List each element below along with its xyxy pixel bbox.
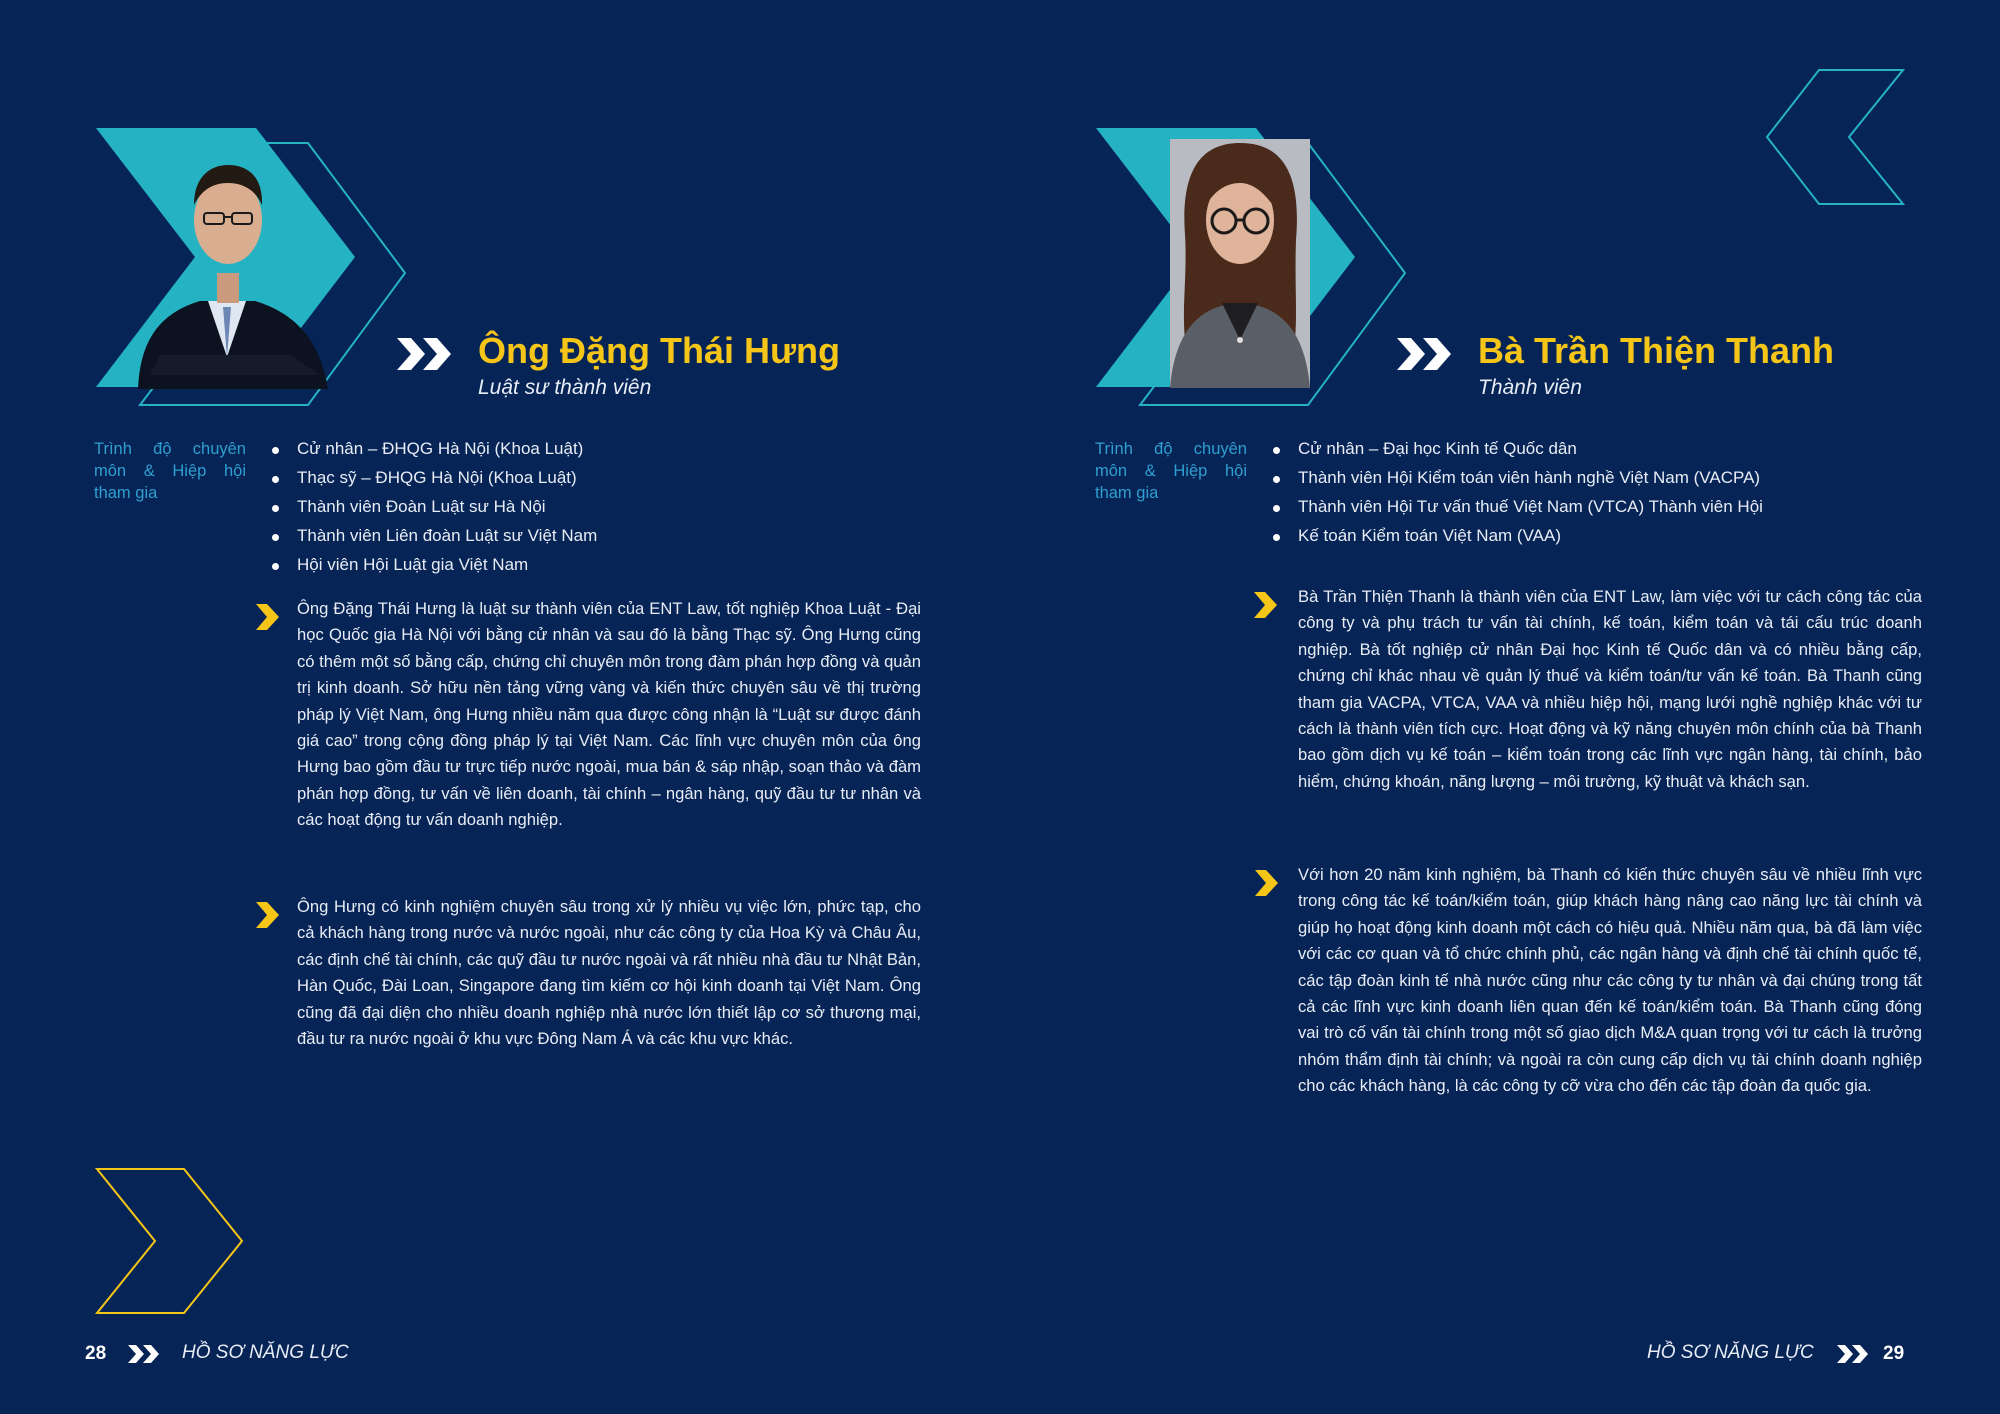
bullet-icon — [272, 505, 279, 512]
bullet-icon — [1273, 447, 1280, 454]
bio-paragraph: Với hơn 20 năm kinh nghiệm, bà Thanh có kiến thức chuyên sâu về nhiều lĩnh vực trong công tác kế toán/kiểm toán, giúp khách hàng nâng cao năng lực tài chính và giúp họ hoạt động kinh doanh một cách có hiệu quả. Nhiều năm qua, bà đã làm việc với các cơ quan và tổ chức chính phủ, các ngân hàng và định chế tài chính quốc tế, các tập đoàn kinh tế nhà nước cũng như các công ty tư nhân và đại chúng trong tất cả các lĩnh vực kinh doanh liên quan đến kế toán/kiểm toán. Bà Thanh cũng đóng vai trò cố vấn tài chính trong một số giao dịch M&A quan trọng với tư cách là trưởng nhóm thẩm định tài chính; và ngoài ra còn cung cấp dịch vụ tài chính doanh nghiệp cho các khách hàng, là các công ty cỡ vừa cho đến các tập đoàn đa quốc gia. — [1298, 862, 1922, 1100]
double-chevron-icon — [128, 1345, 162, 1363]
list-item: Thành viên Liên đoàn Luật sư Việt Nam — [297, 521, 597, 550]
bullet-icon — [1273, 476, 1280, 483]
double-chevron-icon — [1837, 1345, 1871, 1363]
yellow-chevron-icon — [1254, 592, 1278, 618]
bullet-icon — [1273, 505, 1280, 512]
page-number: 28 — [85, 1343, 107, 1364]
right-page — [1000, 0, 2000, 1414]
bullet-icon — [1273, 534, 1280, 541]
portrait-thanh — [1090, 125, 1410, 410]
bullet-icon — [272, 534, 279, 541]
list-item: Thành viên Đoàn Luật sư Hà Nội — [297, 492, 597, 521]
list-item: Hội viên Hội Luật gia Việt Nam — [297, 550, 597, 579]
person-name: Bà Trần Thiện Thanh — [1478, 330, 1835, 371]
person-name: Ông Đặng Thái Hưng — [478, 330, 841, 371]
yellow-chevron-icon — [256, 604, 280, 630]
bio-paragraph: Bà Trần Thiện Thanh là thành viên của ENT Law, làm việc với tư cách công tác của công ty và phụ trách tư vấn tài chính, kế toán, kiểm toán và tái cấu trúc doanh nghiệp. Bà tốt nghiệp cử nhân Đại học Kinh tế Quốc dân và có nhiều bằng cấp, chứng chỉ khác nhau về quản lý thuế và kiểm toán/tư vấn kế toán. Bà Thanh cũng tham gia VACPA, VTCA, VAA và nhiều hiệp hội, mạng lưới nghề nghiệp khác với tư cách là thành viên tích cực. Hoạt động và kỹ năng chuyên môn chính của bà Thanh bao gồm dịch vụ kế toán – kiểm toán trong các lĩnh vực ngân hàng, tài chính, bảo hiểm, chứng khoán, năng lượng – môi trường, kỹ thuật và khách sạn. — [1298, 584, 1922, 795]
portrait-hung — [90, 125, 410, 410]
bio-paragraph: Ông Đặng Thái Hưng là luật sư thành viên của ENT Law, tốt nghiệp Khoa Luật - Đại học Quốc gia Hà Nội với bằng cử nhân và sau đó là bằng Thạc sỹ. Ông Hưng cũng có thêm một số bằng cấp, chứng chỉ chuyên môn trong đàm phán hợp đồng và quản trị kinh doanh. Sở hữu nền tảng vững vàng và kiến thức chuyên sâu về thị trường pháp lý Việt Nam, ông Hưng nhiều năm qua được công nhận là “Luật sư được đánh giá cao” trong cộng đồng pháp lý tại Việt Nam. Các lĩnh vực chuyên môn của ông Hưng bao gồm đầu tư trực tiếp nước ngoài, mua bán & sáp nhập, soạn thảo và đàm phán hợp đồng, tư vấn về liên doanh, tài chính – ngân hàng, quỹ đầu tư tư nhân và các hoạt động tư vấn doanh nghiệp. — [297, 596, 921, 834]
footer-title: HỒ SƠ NĂNG LỰC — [1647, 1342, 1814, 1363]
qualifications-list — [297, 434, 597, 579]
person-role: Luật sư thành viên — [478, 376, 652, 399]
outline-chevron-icon — [94, 1166, 246, 1316]
qualifications-label: Trình độ chuyên môn & Hiệp hội tham gia — [1095, 440, 1247, 502]
list-item: Thành viên Hội Tư vấn thuế Việt Nam (VTCA) Thành viên Hội — [1298, 492, 1763, 521]
list-item: Kế toán Kiểm toán Việt Nam (VAA) — [1298, 521, 1763, 550]
yellow-chevron-icon — [1255, 870, 1279, 896]
person-role: Thành viên — [1478, 376, 1582, 399]
person-silhouette-icon — [1170, 139, 1310, 388]
list-item: Thành viên Hội Kiểm toán viên hành nghề Việt Nam (VACPA) — [1298, 463, 1763, 492]
yellow-chevron-icon — [256, 902, 280, 928]
bio-paragraph: Ông Hưng có kinh nghiệm chuyên sâu trong xử lý nhiều vụ việc lớn, phức tạp, cho cả khách hàng trong nước và nước ngoài, như các công ty của Hoa Kỳ và Châu Âu, các định chế tài chính, các quỹ đầu tư nước ngoài và rất nhiều nhà đầu tư Nhật Bản, Hàn Quốc, Đài Loan, Singapore đang tìm kiếm cơ hội kinh doanh tại Việt Nam. Ông cũng đã đại diện cho nhiều doanh nghiệp nhà nước lớn thiết lập cơ sở thương mại, đầu tư ra nước ngoài ở khu vực Đông Nam Á và các khu vực khác. — [297, 894, 921, 1052]
bullet-icon — [272, 563, 279, 570]
bullet-icon — [272, 476, 279, 483]
double-chevron-icon — [1397, 338, 1459, 370]
list-item: Cử nhân – Đại học Kinh tế Quốc dân — [1298, 434, 1763, 463]
bullet-icon — [272, 447, 279, 454]
page-number: 29 — [1883, 1343, 1905, 1364]
double-chevron-icon — [397, 338, 459, 370]
qualifications-list — [1298, 434, 1763, 550]
outline-chevron-icon — [1764, 67, 1906, 207]
list-item: Cử nhân – ĐHQG Hà Nội (Khoa Luật) — [297, 434, 597, 463]
qualifications-label: Trình độ chuyên môn & Hiệp hội tham gia — [94, 440, 246, 502]
list-item: Thạc sỹ – ĐHQG Hà Nội (Khoa Luật) — [297, 463, 597, 492]
footer-title: HỒ SƠ NĂNG LỰC — [182, 1342, 349, 1363]
